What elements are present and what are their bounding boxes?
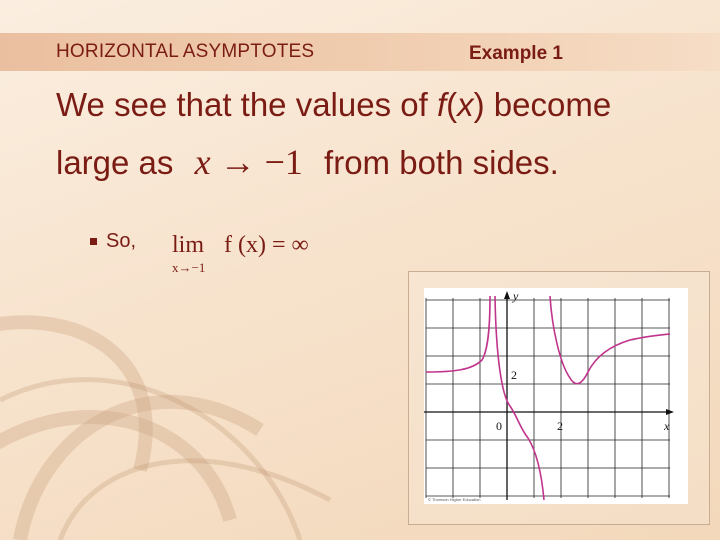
x-axis-label: x	[664, 419, 670, 433]
statement-text: large as	[56, 144, 174, 181]
origin-label: 0	[496, 419, 502, 433]
section-title: HORIZONTAL ASYMPTOTES	[56, 41, 315, 62]
example-label: Example 1	[469, 43, 563, 64]
limit-result: f (x) = ∞	[224, 232, 309, 258]
bullet-square-icon	[90, 238, 97, 245]
x-tick-label: 2	[557, 419, 563, 433]
bullet-label: So,	[106, 230, 137, 252]
x-axis-arrow-icon	[666, 409, 674, 415]
y-tick-label: 2	[511, 368, 517, 382]
limit-subscript: x→−1	[172, 260, 206, 275]
graph-panel	[424, 288, 688, 504]
bullet-item	[90, 230, 136, 253]
credit-text: © Thomson Higher Education	[428, 497, 481, 502]
limit-expression	[172, 232, 309, 275]
statement-text: We see that the values of	[56, 86, 437, 123]
function-name: f	[436, 86, 447, 123]
statement-text-end: become	[484, 86, 612, 123]
function-curve	[426, 296, 670, 500]
y-axis-arrow-icon	[504, 291, 510, 299]
limit-word: lim	[172, 232, 205, 258]
y-axis-label: y	[513, 289, 519, 303]
statement-text-end: from both sides.	[324, 144, 559, 181]
function-variable: x	[457, 86, 474, 123]
function-graph	[424, 288, 688, 504]
statement-line-1: We see that the values of f(x) become	[56, 86, 612, 123]
statement-line-2	[56, 141, 559, 183]
approach-expression: x → −1	[194, 142, 303, 182]
